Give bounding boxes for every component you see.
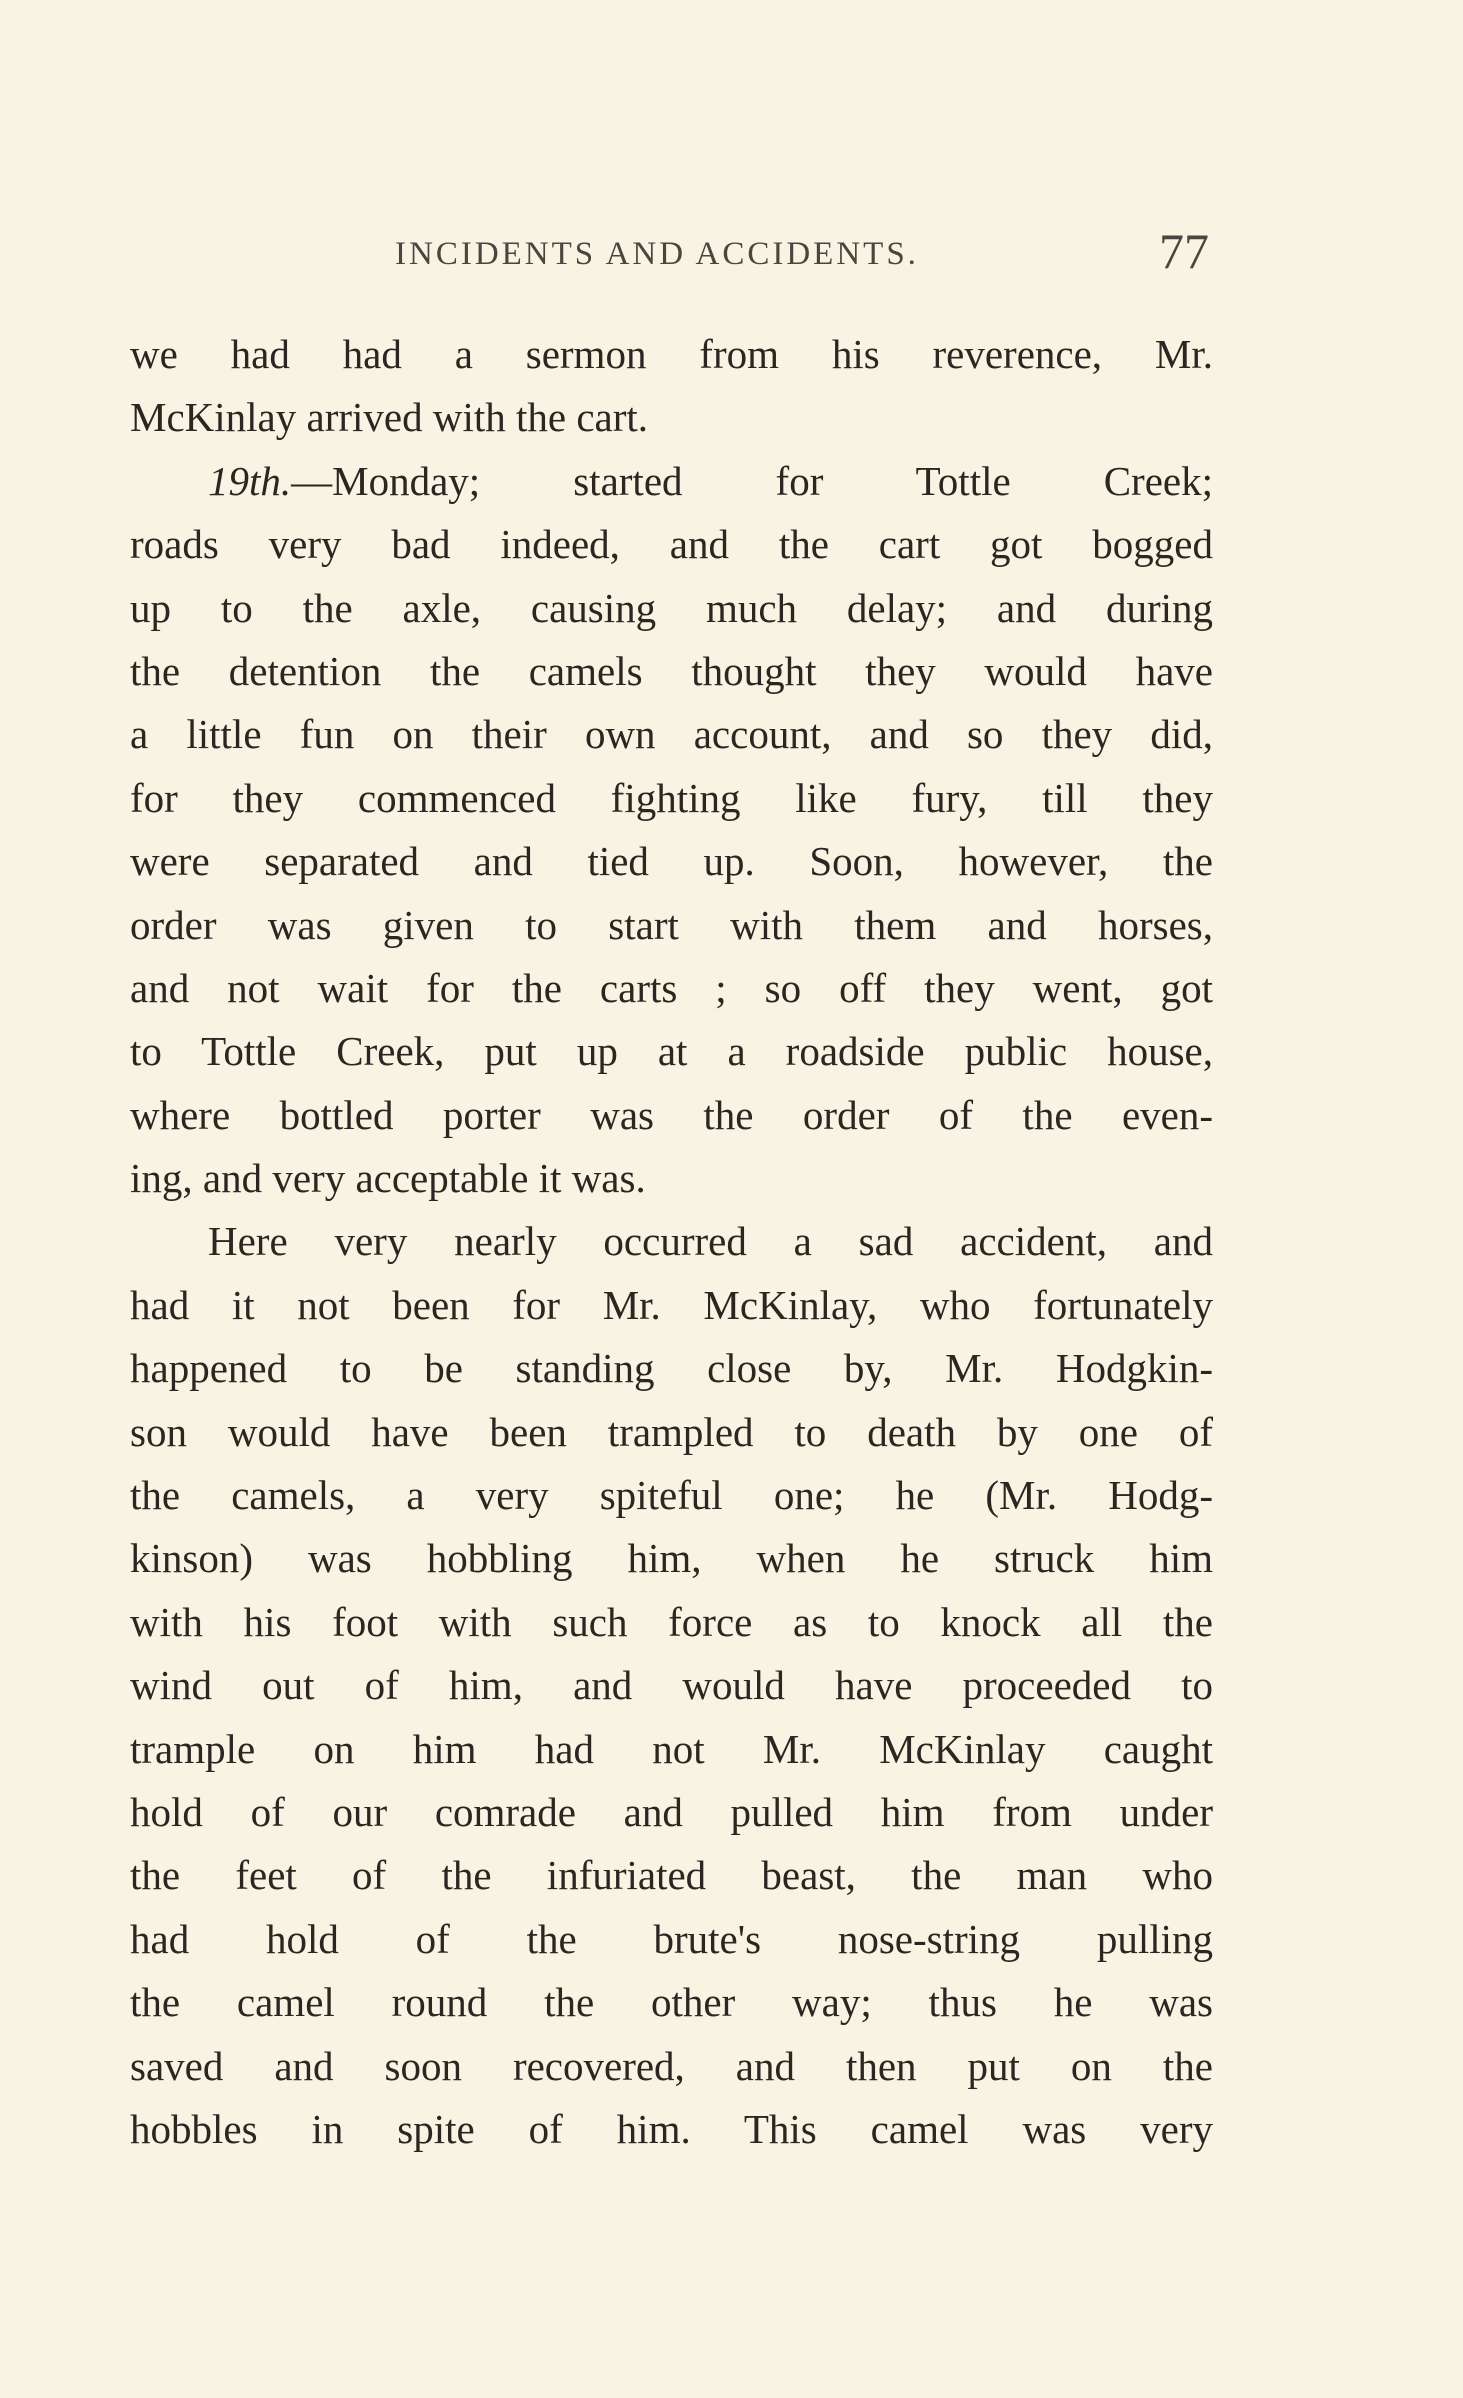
text-line: the camels, a very spiteful one; he (Mr. Hodg- xyxy=(130,1472,1213,1519)
text-line: were separated and tied up. Soon, however, the xyxy=(130,838,1213,885)
text-line: wind out of him, and would have proceeded to xyxy=(130,1662,1213,1709)
text-line: to Tottle Creek, put up at a roadside public house, xyxy=(130,1028,1213,1075)
text-line: we had had a sermon from his reverence, Mr. xyxy=(130,331,1213,377)
text-line: and not wait for the carts ; so off they went, got xyxy=(130,964,1213,1011)
text-line: trample on him had not Mr. McKinlay caught xyxy=(130,1725,1213,1772)
text-line: kinson) was hobbling him, when he struck him xyxy=(130,1535,1213,1582)
text-line: had it not been for Mr. McKinlay, who fortunately xyxy=(130,1281,1213,1328)
page-number: 77 xyxy=(1159,223,1209,279)
text-line: for they commenced fighting like fury, till they xyxy=(130,774,1213,821)
text-line: Here very nearly occurred a sad accident, and xyxy=(208,1218,1213,1265)
text-line: happened to be standing close by, Mr. Hodgkin- xyxy=(130,1345,1213,1392)
text-line: the camel round the other way; thus he was xyxy=(130,1979,1213,2026)
text-line: where bottled porter was the order of the even- xyxy=(130,1091,1213,1138)
text-line: ing, and very acceptable it was. xyxy=(130,1155,646,1202)
text-line: son would have been trampled to death by one of xyxy=(130,1408,1213,1455)
running-title: INCIDENTS AND ACCIDENTS. xyxy=(395,236,919,272)
date-label: 19th. xyxy=(208,457,292,504)
body-text xyxy=(130,323,1213,2161)
text-line: order was given to start with them and horses, xyxy=(130,901,1213,948)
running-head xyxy=(130,222,1215,282)
text-line: McKinlay arrived with the cart. xyxy=(130,394,649,441)
text-line: a little fun on their own account, and so they did, xyxy=(130,711,1213,758)
text-line: with his foot with such force as to knock all the xyxy=(130,1598,1213,1645)
text-line: the detention the camels thought they would have xyxy=(130,647,1213,694)
text-line: the feet of the infuriated beast, the man who xyxy=(130,1852,1213,1899)
text-line: hobbles in spite of him. This camel was very xyxy=(130,2105,1213,2152)
text-line: hold of our comrade and pulled him from under xyxy=(130,1788,1213,1835)
text-line: had hold of the brute's nose-string pulling xyxy=(130,1915,1213,1962)
text-line xyxy=(130,450,1213,513)
text-line: saved and soon recovered, and then put on the xyxy=(130,2042,1213,2089)
text-line: roads very bad indeed, and the cart got bogged xyxy=(130,521,1213,568)
text-line: up to the axle, causing much delay; and during xyxy=(130,584,1213,631)
text-line-content: —Monday; started for Tottle Creek; xyxy=(291,457,1213,504)
